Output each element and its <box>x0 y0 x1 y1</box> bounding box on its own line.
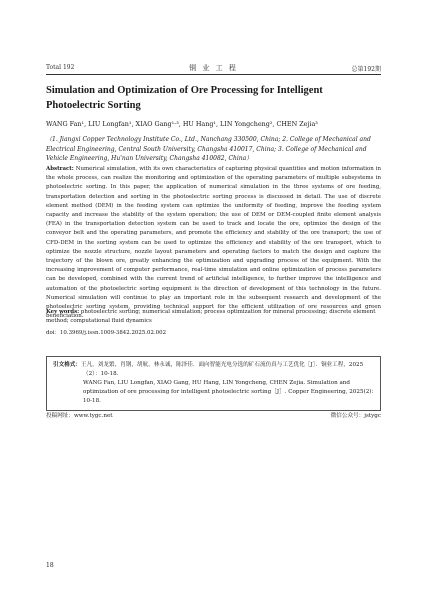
keywords-label: Key words: <box>46 309 80 315</box>
citation-label: 引文格式： <box>53 362 81 368</box>
citation-box <box>46 356 381 411</box>
citation-cn-text: 王凡，刘龙繁，肖钢，胡航，林永诚，陈泽佳．面向智能光电分选的矿石流仿真与工艺优化［J］．铜业工程，2025（2）：10-18. <box>80 362 364 377</box>
wechat-account: 微信公众号：jstygc <box>330 413 381 419</box>
abstract-label: Abstract: <box>46 166 74 172</box>
submission-url[interactable]: 投稿网址：www.tygc.net <box>46 413 113 419</box>
keywords <box>46 308 381 326</box>
abstract-text: Numerical simulation, with its own characteristics of capturing physical quantities and motion information in the whole process, can realize the monitoring and optimization of the operating parameters of multiple subsystems in photoelectric sorting. In this paper, the application of numerical simulation in the three systems of ore feeding, transportation detection and sorting in the photoelectric sorting process is discussed in detail. The use of discrete element method (DEM) in the feeding system can optimize the uniformity of feeding, improve the feeding system capacity and increase the stability of the system operation; the use of DEM or DEM-coupled finite element analysis (FEA) in the transportation detection system can be used to track and locate the ore, optimize the design of the conveyor belt and the operating parameters, and promote the efficiency and stability of the ore transport; the use of CFD-DEM in the sorting system can be used to optimize the efficiency and stability of the ore transport, which to optimize the nozzle structure, nozzle layout parameters and operating factors to match the design and capture the trajectory of the blown ore, greatly enhancing the optimization and upgrading process of the equipment. With the increasing improvement of computer performance, real-time simulation and online optimization of process parameters can be developed, combined with the current trend of artificial intelligence, to further improve the intelligence and automation of the photoelectric sorting equipment is the direction of development of this technology in the future. Numerical simulation will continue to play an important role in the subsequent research and development of the photoelectric sorting system, providing technical support for the efficient utilization of ore resources and green beneficiation. <box>46 166 381 320</box>
page-number: 18 <box>46 562 54 569</box>
header-rule <box>46 74 381 75</box>
doi: doi：10.3969/j.issn.1009-3842.2025.02.002 <box>46 330 167 336</box>
journal-name: 铜 业 工 程 <box>189 64 238 72</box>
affiliations: （1. Jiangxi Copper Technology Institute Co., Ltd., Nanchang 330500, China; 2. College of Mechanical and Electrical Engineering, Central South University, Changsha 410017, China; 3. College of Mechanical and Vehicle Engineering, Hu'nan University, Changsha 410082, China） <box>46 136 371 162</box>
running-header <box>46 62 381 74</box>
keywords-text: photoelectric sorting; numerical simulation; process optimization for mineral processing; discrete element method; computational fluid dynamics <box>46 309 376 325</box>
header-issue: 总第192期 <box>351 66 381 73</box>
author-list: WANG Fan¹, LIU Longfan¹, XIAO Gang¹·³, HU Hang¹, LIN Yongcheng², CHEN Zejia³ <box>46 120 318 128</box>
submission-footer <box>46 411 381 419</box>
abstract <box>46 165 381 321</box>
header-volume: Total 192 <box>46 64 75 71</box>
paper-title: Simulation and Optimization of Ore Processing for Intelligent Photoelectric Sorting <box>46 85 323 111</box>
citation-cn <box>53 361 374 379</box>
citation-en: WANG Fan, LIU Longfan, XIAO Gang, HU Hang, LIN Yongcheng, CHEN Zejia. Simulation and optimization of ore processing for intelligent photoelectric sorting［J］. Copper Engineering, 2025(2): 10-18. <box>83 380 374 404</box>
